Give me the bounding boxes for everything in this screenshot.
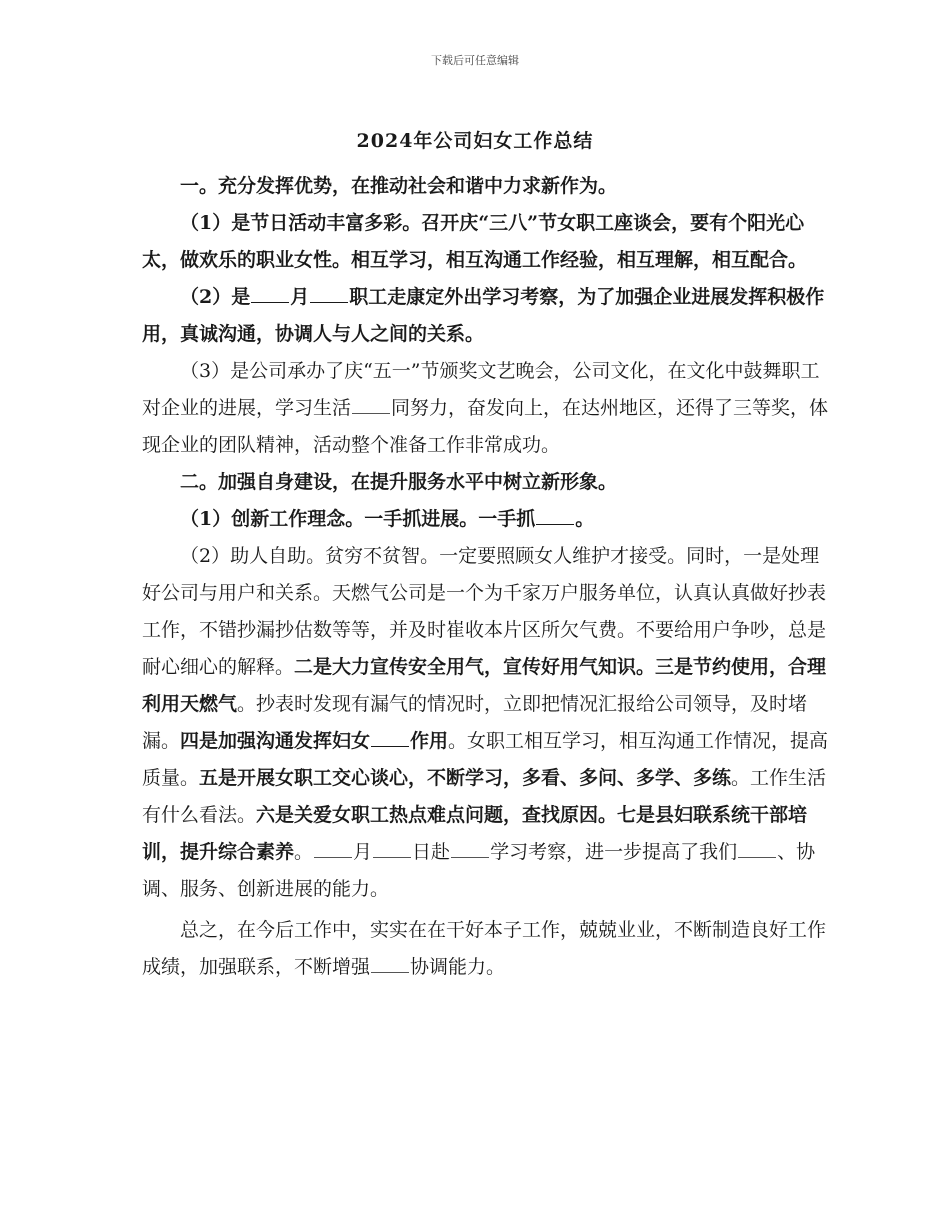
text-run: 。 <box>294 841 314 863</box>
text-run: 职工走康定外出学习考察，为了加强企业进展发挥积极作用，真诚沟通，协调人与人之间的关系。 <box>142 286 825 345</box>
header-note: 下载后可任意编辑 <box>431 54 519 67</box>
text-run: 。工作生活有什么看法。 <box>142 767 827 826</box>
text-run: （1）创新工作理念。一手抓进展。一手抓 <box>180 508 536 530</box>
text-run: 。抄表时发现有漏气的情况时，立即把情况汇报给公司领导，及时堵漏。 <box>142 693 808 752</box>
text-run: 。女职工相互学习，相互沟通工作情况，提高质量。 <box>142 730 829 789</box>
text-run: （2）助人自助。贫穷不贫智。一定要照顾女人维护才接受。同时，一是处理好公司与用户和关系。天燃气公司是一个为千家万户服务单位，认真认真做好抄表工作，不错抄漏抄估数等等，并及时崔收本片区所欠气费。不要给用户争吵，总是耐心细心的解释。 <box>142 545 827 678</box>
fill-blank <box>371 727 409 747</box>
fill-blank <box>738 838 776 858</box>
bold-run: 二是大力宣传安全用气，宣传好用气知识。三是节约使用，合理利用天燃气 <box>142 656 827 715</box>
text-run: 学习考察，进一步提高了我们 <box>490 841 738 863</box>
conclusion <box>142 912 832 986</box>
text-run: 协调能力。 <box>410 956 506 978</box>
text-run: 。 <box>575 508 595 530</box>
section-1-item-3 <box>142 353 832 464</box>
section-2-item-1 <box>142 501 832 538</box>
section-1-heading: 一。充分发挥优势，在推动社会和谐中力求新作为。 <box>180 175 618 197</box>
text-run: （3）是公司承办了庆“五一”节颁奖文艺晚会，公司文化，在文化中鼓舞职工对企业的进展，学习生活 <box>142 360 820 419</box>
bold-run: 五是开展女职工交心谈心，不断学习，多看、多问、多学、多练 <box>199 767 732 789</box>
document-body <box>142 168 832 986</box>
fill-blank <box>451 838 489 858</box>
section-2-heading: 二。加强自身建设，在提升服务水平中树立新形象。 <box>180 471 618 493</box>
text-run: 、协调、服务、创新进展的能力。 <box>142 841 816 900</box>
text-run: 同努力，奋发向上，在达州地区，还得了三等奖，体现企业的团队精神，活动整个准备工作非常成功。 <box>142 397 829 456</box>
bold-run: 四是加强沟通发挥妇女 <box>180 730 371 752</box>
text-run: 月 <box>353 841 373 863</box>
text-run: 总之，在今后工作中，实实在在干好本子工作，兢兢业业，不断制造良好工作成绩，加强联系，不断增强 <box>142 919 827 978</box>
section-2-item-2 <box>142 538 832 908</box>
bold-run: 作用 <box>410 730 449 752</box>
document-title: 2024年公司妇女工作总结 <box>356 130 594 152</box>
bold-run: 六是关爱女职工热点难点问题，查找原因。七是县妇联系统干部培训，提升综合素养 <box>142 804 808 863</box>
fill-blank <box>373 838 411 858</box>
section-1-item-2 <box>142 279 832 353</box>
text-run: （2）是 <box>180 286 251 308</box>
section-1-item-1: （1）是节日活动丰富多彩。召开庆“三八”节女职工座谈会，要有个阳光心太，做欢乐的职业女性。相互学习，相互沟通工作经验，相互理解，相互配合。 <box>142 212 808 271</box>
fill-blank <box>251 283 289 303</box>
fill-blank <box>352 394 390 414</box>
fill-blank <box>536 505 574 525</box>
fill-blank <box>371 953 409 973</box>
fill-blank <box>310 283 348 303</box>
text-run: 月 <box>290 286 310 308</box>
text-run: 日赴 <box>412 841 451 863</box>
fill-blank <box>314 838 352 858</box>
